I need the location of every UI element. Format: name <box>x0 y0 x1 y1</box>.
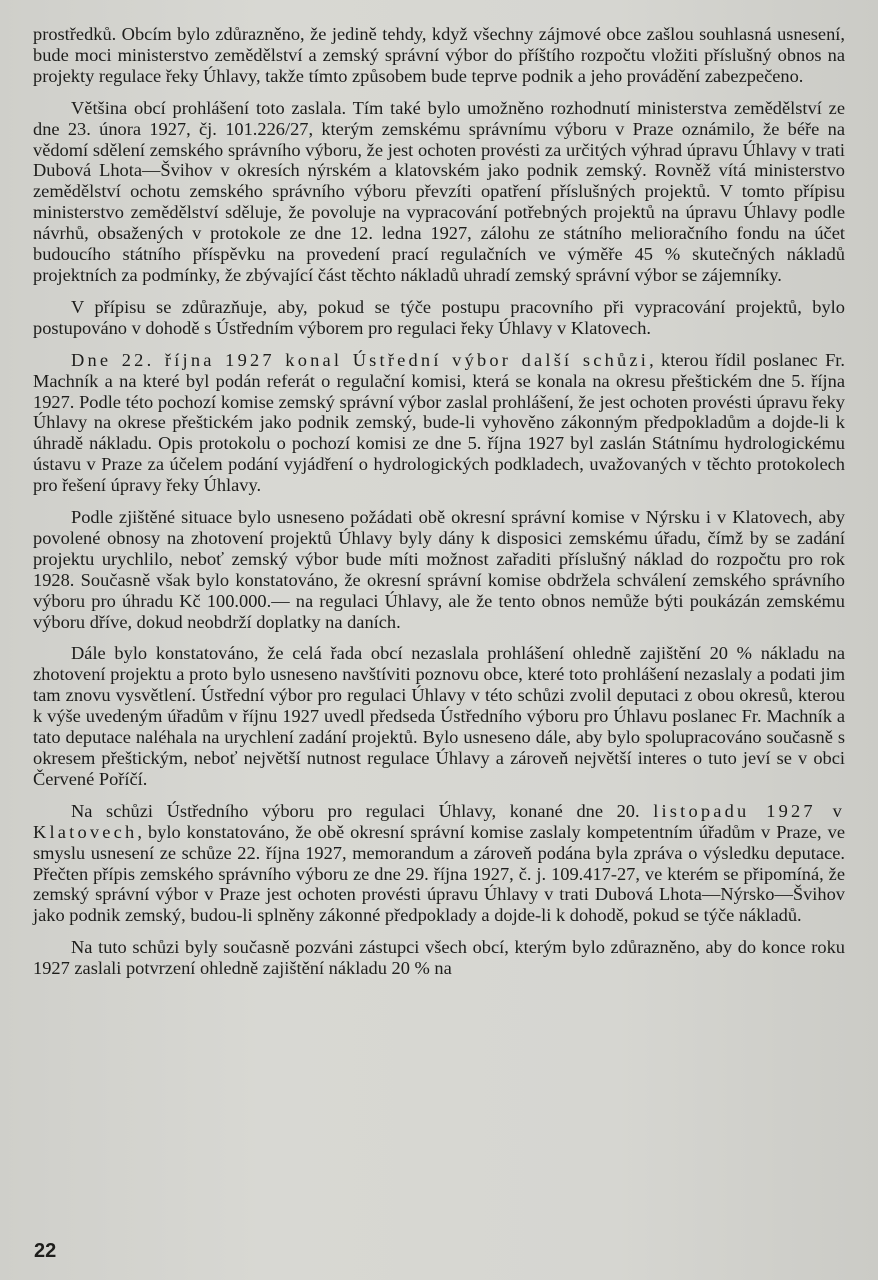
paragraph-5 <box>33 507 845 632</box>
paragraph-7-text-start: Na schůzi Ústředního výboru pro regulaci Úhlavy, konané dne 20. <box>71 800 654 821</box>
paragraph-8 <box>33 937 845 979</box>
paragraph-1-text: prostředků. Obcím bylo zdůrazněno, že jedině tehdy, když všechny zájmové obce zašlou souhlasná usnesení, bude moci ministerstvo zemědělství a zemský správní výbor do příštího rozpočtu vložiti příslušný obnos na projekty regulace řeky Úhlavy, takže tímto způsobem bude teprve podnik a jeho provádění zabezpečeno. <box>33 24 845 86</box>
paragraph-4-text: , kterou řídil poslanec Fr. Machník a na které byl podán referát o regulační komisi, která se konala na okresu přeštickém dne 5. října 1927. Podle této pochozí komise zemský správní výbor zaslal prohlášení, že jest ochoten provésti úpravu řeky Úhlavy na okrese přeštickém jako podnik zemský, bude-li vyhověno zákonným předpokladům a dojde-li k úhradě nákladu. Opis protokolu o pochozí komisi ze dne 5. října 1927 byl zaslán Státnímu hydrologickému ústavu v Praze za účelem podání vyjádření o hydrologických podkladech, uvažovaných v těchto protokolech pro řešení úpravy řeky Úhlavy. <box>33 349 845 496</box>
paragraph-7-text-end: , bylo konstatováno, že obě okresní správní komise zaslaly kompetentním úřadům v Praze, ve smyslu usnesení ze schůze 22. října 1927, memorandum a zároveň podána byla zpráva o výsledku deputace. Přečten přípis zemského správního výboru ze dne 29. října 1927, č. j. 109.417-27, ve kterém se připomíná, že zemský správní výbor v Praze jest ochoten provésti úpravu Úhlavy v trati Dubová Lhota—Nýrsko—Švihov jako podnik zemský, budou-li splněny zákonné předpoklady a dojde-li k dohodě, pokud se týče nákladů. <box>33 821 845 926</box>
paragraph-4 <box>33 350 845 496</box>
paragraph-3 <box>33 297 845 339</box>
paragraph-5-text: Podle zjištěné situace bylo usneseno požádati obě okresní správní komise v Nýrsku i v Klatovech, aby povolené obnosy na zhotovení projektů Úhlavy byly dány k disposici zemskému úřadu, čímž by se zadání projektu urychlilo, neboť zemský výbor bude míti možnost zařaditi příslušný náklad do rozpočtu pro rok 1928. Současně však bylo konstatováno, že okresní správní komise obdržela schválení zemského správního výboru pro úhradu Kč 100.000.— na regulaci Úhlavy, ale že tento obnos nemůže býti poukázán zemskému výboru dříve, dokud neobdrží doplatky na daních. <box>33 507 845 632</box>
paragraph-2 <box>33 98 845 286</box>
page-number: 22 <box>34 1240 57 1262</box>
paragraph-8-text: Na tuto schůzi byly současně pozváni zástupci všech obcí, kterým bylo zdůrazněno, aby do konce roku 1927 zaslali potvrzení ohledně zajištění nákladu 20 % na <box>33 937 845 979</box>
paragraph-7-spaced-date: listopadu 1927 v Klatovech <box>33 800 845 842</box>
paragraph-3-text: V přípisu se zdůrazňuje, aby, pokud se týče postupu pracovního při vypracování projektů, bylo postupováno v dohodě s Ústředním výborem pro regulaci řeky Úhlavy v Klatovech. <box>33 296 845 338</box>
paragraph-2-text: Většina obcí prohlášení toto zaslala. Tím také bylo umožněno rozhodnutí ministerstva zemědělství ze dne 23. února 1927, čj. 101.226/27, kterým zemskému správnímu výboru v Praze oznámilo, že béře na vědomí sdělení zemského správního výboru, že jest ochoten provésti za určitých výhrad úpravu Úhlavy v trati Dubová Lhota—Švihov v okresích nýrském a klatovském jako podnik zemský. Rovněž vítá ministerstvo zemědělství ochotu zemského správního výboru převzíti opatření příslušných projektů. V tomto přípisu ministerstvo zemědělství sděluje, že povoluje na vypracování potřebných projektů na úpravu Úhlavy podle návrhů, obsažených v protokole ze dne 12. ledna 1927, zálohu ze státního melioračního fondu na účet budoucího státního příspěvku na provedení prací regulačních ve výměře 45 % skutečných nákladů projektních za podmínky, že zbývající část těchto nákladů uhradí zemský správní výbor se zájemníky. <box>33 97 845 285</box>
paragraph-1 <box>33 24 845 87</box>
body-text <box>33 24 845 990</box>
paragraph-6 <box>33 643 845 789</box>
paragraph-6-text: Dále bylo konstatováno, že celá řada obcí nezaslala prohlášení ohledně zajištění 20 % nákladu na zhotovení projektu a proto bylo usneseno navštíviti poznovu obce, které toto prohlášení nezaslaly a podati jim tam znovu vysvětlení. Ústřední výbor pro regulaci Úhlavy v této schůzi zvolil deputaci z obou okresů, kterou k výše uvedeným úřadům v říjnu 1927 uvedl předseda Ústředního výboru pro Úhlavu poslanec Fr. Machník a tato deputace naléhala na urychlení zadání projektů. Bylo usneseno dále, aby bylo spolupracováno současně s okresem přeštickým, neboť největší nutnost regulace Úhlavy a zároveň největší interes o tuto jeví se v obci Červené Poříčí. <box>33 643 845 789</box>
paragraph-4-spaced-lead: Dne 22. října 1927 konal Ústřední výbor další schůzi <box>71 349 650 370</box>
paragraph-7 <box>33 801 845 926</box>
